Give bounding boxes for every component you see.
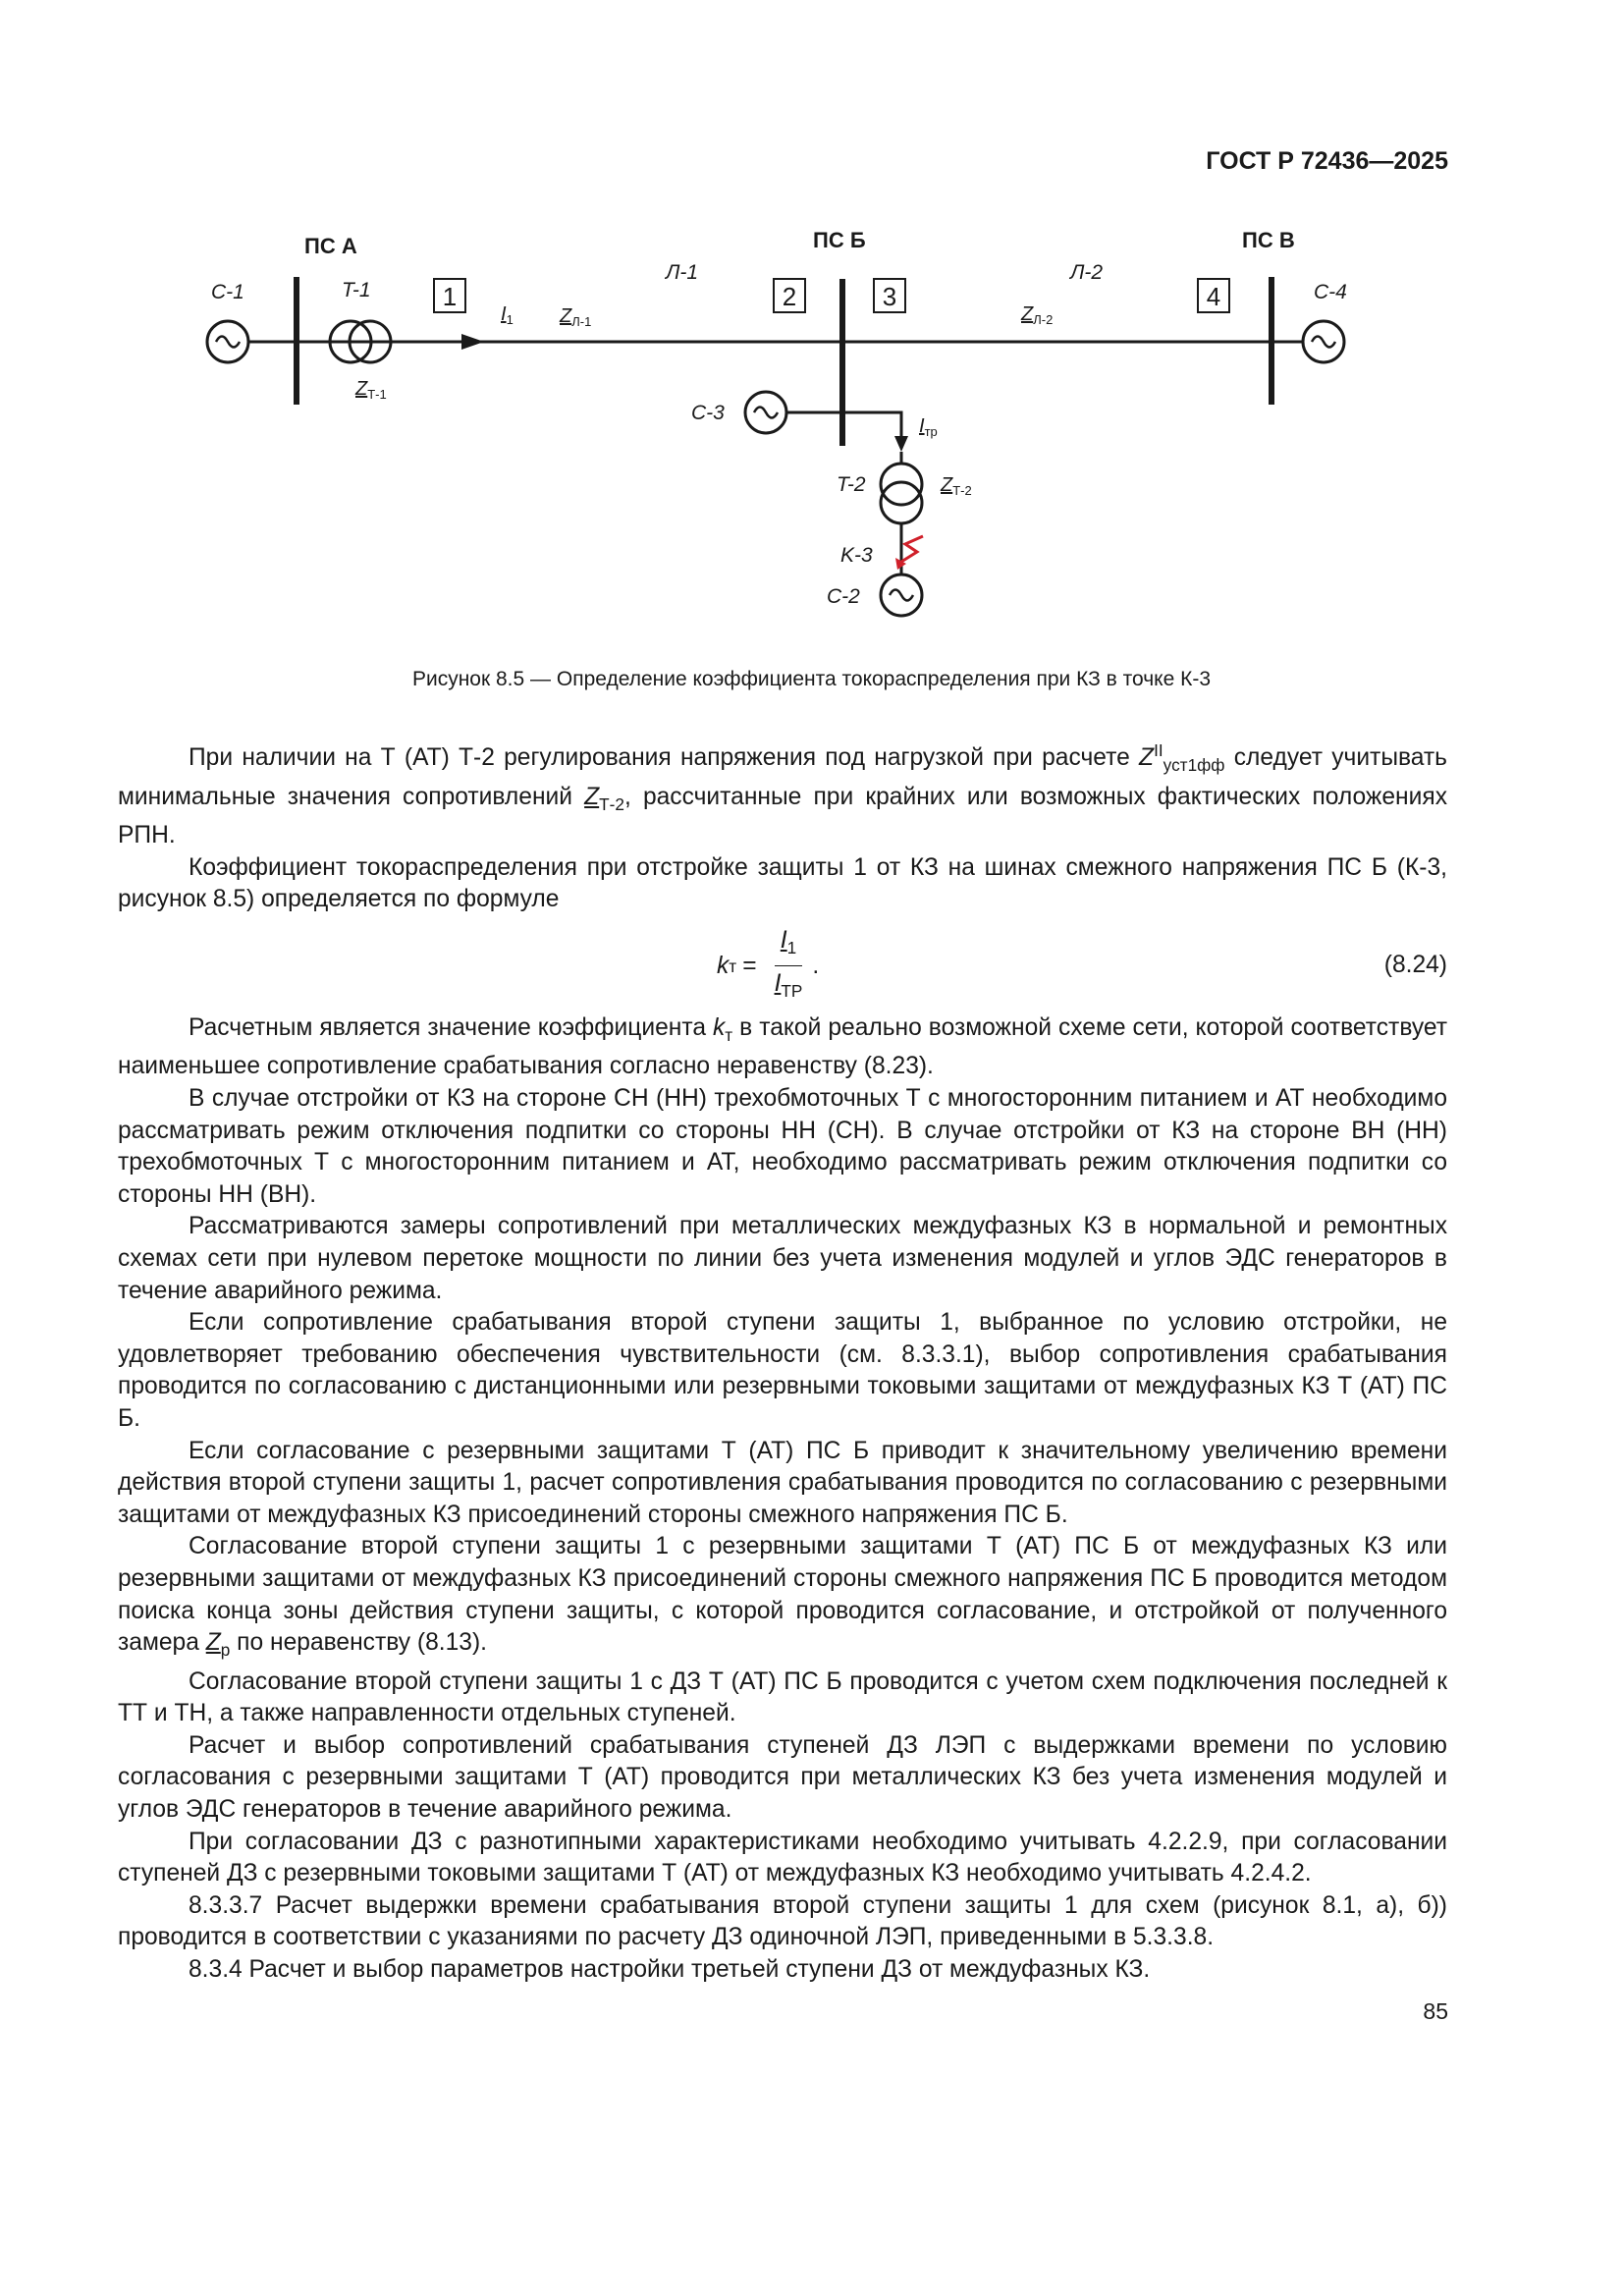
label-ps-v: ПС В: [1242, 228, 1295, 252]
label-c1: C-1: [211, 281, 244, 303]
label-c3: C-3: [691, 402, 725, 424]
label-c4: C-4: [1314, 281, 1347, 303]
paragraph: Рассматриваются замеры сопротивлений при металлических междуфазных КЗ в нормальной и ремонтных схемах сети при нулевом перетоке мощности по линии без учета изменения модулей и углов ЭДС генераторов в течение аварийного режима.: [118, 1213, 1447, 1304]
paragraph: При наличии на Т (АТ) Т-2 регулирования напряжения под нагрузкой при расчете $Z^{II}_{уст1фф}$ следует учитывать минимальные значения сопротивлений $Z_{Т-2}$, рассчитанные при крайних или возможных фактических положениях РПН.: [118, 740, 1447, 849]
paragraph: Коэффициент токораспределения при отстройке защиты 1 от КЗ на шинах смежного напряжения ПС Б (К-3, рисунок 8.5) определяется по формуле: [118, 853, 1447, 913]
formula-8-24: k т = $\frac{I_1}{I_{ТР}}$ . (8.24): [717, 926, 1447, 1002]
label-zt1: $Z_{Т-1}$: [355, 378, 387, 402]
label-t1: T-1: [342, 279, 371, 301]
paragraph: Согласование второй ступени защиты 1 с ДЗ Т (АТ) ПС Б проводится с учетом схем подключения последней к ТТ и ТН, а также направленности отдельных ступеней.: [118, 1667, 1447, 1727]
figure-caption: Рисунок 8.5 — Определение коэффициента токораспределения при КЗ в точке К-3: [411, 668, 1212, 690]
protection-number-2: 2: [782, 282, 797, 311]
paragraph: Расчет и выбор сопротивлений срабатывания ступеней ДЗ ЛЭП с выдержками времени по условию согласования с резервными защитами Т (АТ) проводится при металлических КЗ без учета изменения модулей и углов ЭДС генераторов в течение аварийного режима.: [118, 1731, 1447, 1824]
document-id: ГОСТ Р 72436—2025: [1206, 147, 1448, 175]
paragraph: 8.3.4 Расчет и выбор параметров настройки третьей ступени ДЗ от междуфазных КЗ.: [189, 1956, 1151, 1983]
label-itr: $I_{тр}$: [919, 415, 938, 439]
label-l1: Л-1: [666, 261, 699, 284]
paragraph: В случае отстройки от КЗ на стороне СН (НН) трехобмоточных Т с многосторонним питанием и АТ необходимо рассматривать режим отключения подпитки со стороны НН (СН). В случае отстройки от КЗ на стороне ВН (НН) трехобмоточных Т с многосторонним питанием и АТ, необходимо рассматривать режим отключения подпитки со стороны НН (ВН).: [118, 1085, 1447, 1208]
transformer-t2-winding2: [881, 482, 922, 523]
paragraph: Если сопротивление срабатывания второй ступени защиты 1, выбранное по условию отстройки, не удовлетворяет требованию обеспечения чувствительности (см. 8.3.3.1), выбор сопротивления срабатывания проводится по согласованию с дистанционными или резервными токовыми защитами от междуфазных КЗ Т (АТ) ПС Б.: [118, 1309, 1447, 1432]
protection-number-1: 1: [442, 282, 458, 311]
paragraph: Расчетным является значение коэффициента $k_т$ в такой реально возможной схеме сети, которой соответствует наименьшее сопротивление срабатывания согласно неравенству (8.23).: [118, 1013, 1447, 1080]
protection-number-4: 4: [1206, 282, 1221, 311]
protection-number-3: 3: [882, 282, 897, 311]
current-itr-arrow: [894, 436, 908, 452]
label-zt2: $Z_{Т-2}$: [941, 474, 972, 498]
equation-number: (8.24): [1383, 951, 1447, 978]
paragraph: При согласовании ДЗ с разнотипными характеристиками необходимо учитывать 4.2.2.9, при согласовании ступеней ДЗ с резервными токовыми защитами Т (АТ) от междуфазных КЗ необходимо учитывать 4.2.4.2.: [118, 1828, 1447, 1887]
figure-8-5-diagram: [177, 218, 1453, 650]
paragraph: 8.3.3.7 Расчет выдержки времени срабатывания второй ступени защиты 1 для схем (рисунок 8.1, а), б)) проводится в соответствии с указаниями по расчету ДЗ одиночной ЛЭП, приведенными в 5.3.3.8.: [118, 1891, 1447, 1951]
transformer-t2-winding1: [881, 464, 922, 505]
label-c2: C-2: [827, 585, 860, 608]
current-i1-arrow: [461, 334, 484, 350]
label-ps-b: ПС Б: [813, 228, 866, 252]
fault-k3-marker: [901, 536, 923, 562]
label-zl2: $Z_{Л-2}$: [1021, 303, 1054, 327]
label-k3: K-3: [840, 544, 873, 567]
label-zl1: $Z_{Л-1}$: [560, 305, 592, 329]
label-l2: Л-2: [1070, 261, 1104, 284]
body-text: [118, 735, 1447, 1987]
paragraph: Если согласование с резервными защитами Т (АТ) ПС Б приводит к значительному увеличению времени действия второй ступени защиты 1, расчет сопротивления срабатывания проводится по согласованию с резервными защитами от междуфазных КЗ присоединений стороны смежного напряжения ПС Б.: [118, 1437, 1447, 1528]
label-ps-a: ПС А: [304, 234, 357, 258]
label-i1: $I_1$: [501, 303, 514, 327]
page-number: 85: [1423, 1998, 1448, 2024]
paragraph: Согласование второй ступени защиты 1 с резервными защитами Т (АТ) ПС Б от междуфазных КЗ или резервными защитами от междуфазных КЗ присоединений стороны смежного напряжения ПС Б проводится методом поиска конца зоны действия ступени защиты, с которой проводится согласование, и отстройкой от полученного замера $Z_р$ по неравенству (8.13).: [118, 1533, 1447, 1661]
label-t2: T-2: [837, 473, 866, 496]
